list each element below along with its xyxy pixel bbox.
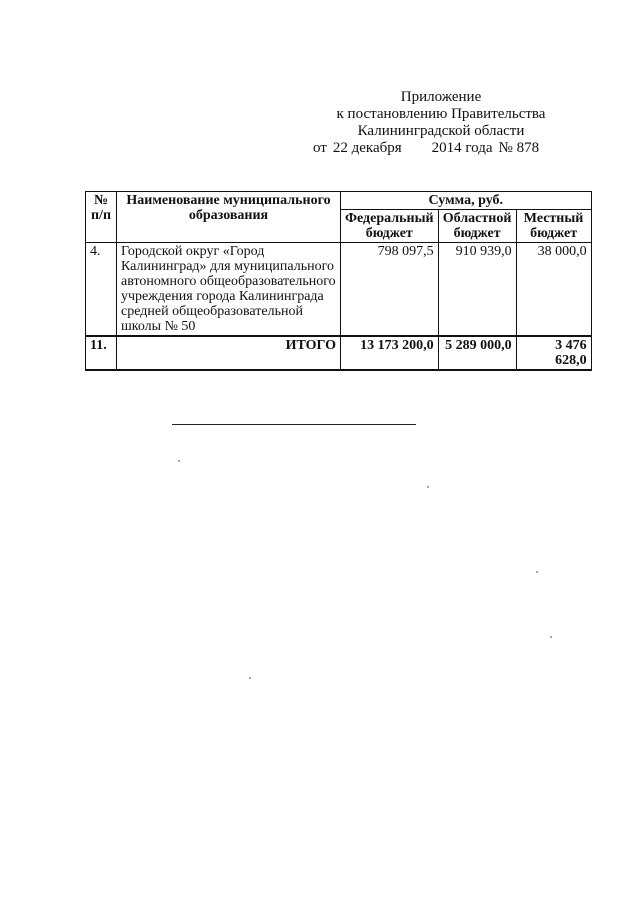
resolution-number: 878 — [516, 140, 540, 156]
row-index: 4. — [86, 243, 117, 337]
total-row — [86, 336, 592, 370]
document-header — [330, 89, 552, 140]
row-name: Городской округ «Город Калининград» для муниципального автономного общеобразовательного учреждения города Калининграда средней общеобразовательной школы № 50 — [117, 243, 341, 337]
scan-speck — [536, 571, 538, 573]
scan-speck — [178, 460, 180, 462]
scan-speck — [550, 636, 552, 638]
scan-speck — [249, 677, 251, 679]
header-index: № п/п — [86, 192, 117, 243]
header-sum: Сумма, руб. — [341, 192, 592, 210]
resolution-date-line — [313, 140, 539, 157]
number-sign: № — [498, 140, 513, 156]
header-regional: Областной бюджет — [438, 210, 516, 243]
total-regional: 5 289 000,0 — [438, 336, 516, 370]
date-year: 2014 года — [431, 140, 493, 156]
header-line-appendix: Приложение — [400, 89, 482, 105]
row-regional: 910 939,0 — [438, 243, 516, 337]
header-line-resolution: к постановлению Правительства — [336, 106, 546, 122]
date-day-month: 22 декабря — [332, 140, 402, 156]
total-label: ИТОГО — [117, 336, 341, 370]
budget-table — [85, 191, 592, 371]
scan-speck — [427, 486, 429, 488]
total-federal: 13 173 200,0 — [341, 336, 439, 370]
row-federal: 798 097,5 — [341, 243, 439, 337]
header-local: Местный бюджет — [516, 210, 591, 243]
header-line-region: Калининградской области — [357, 123, 525, 139]
table-row — [86, 243, 592, 337]
header-name: Наименование муниципального образования — [117, 192, 341, 243]
header-federal: Федеральный бюджет — [341, 210, 439, 243]
date-prefix: от — [313, 140, 327, 156]
signature-divider-line — [172, 424, 416, 425]
total-local: 3 476 628,0 — [516, 336, 591, 370]
row-local: 38 000,0 — [516, 243, 591, 337]
total-index: 11. — [86, 336, 117, 370]
